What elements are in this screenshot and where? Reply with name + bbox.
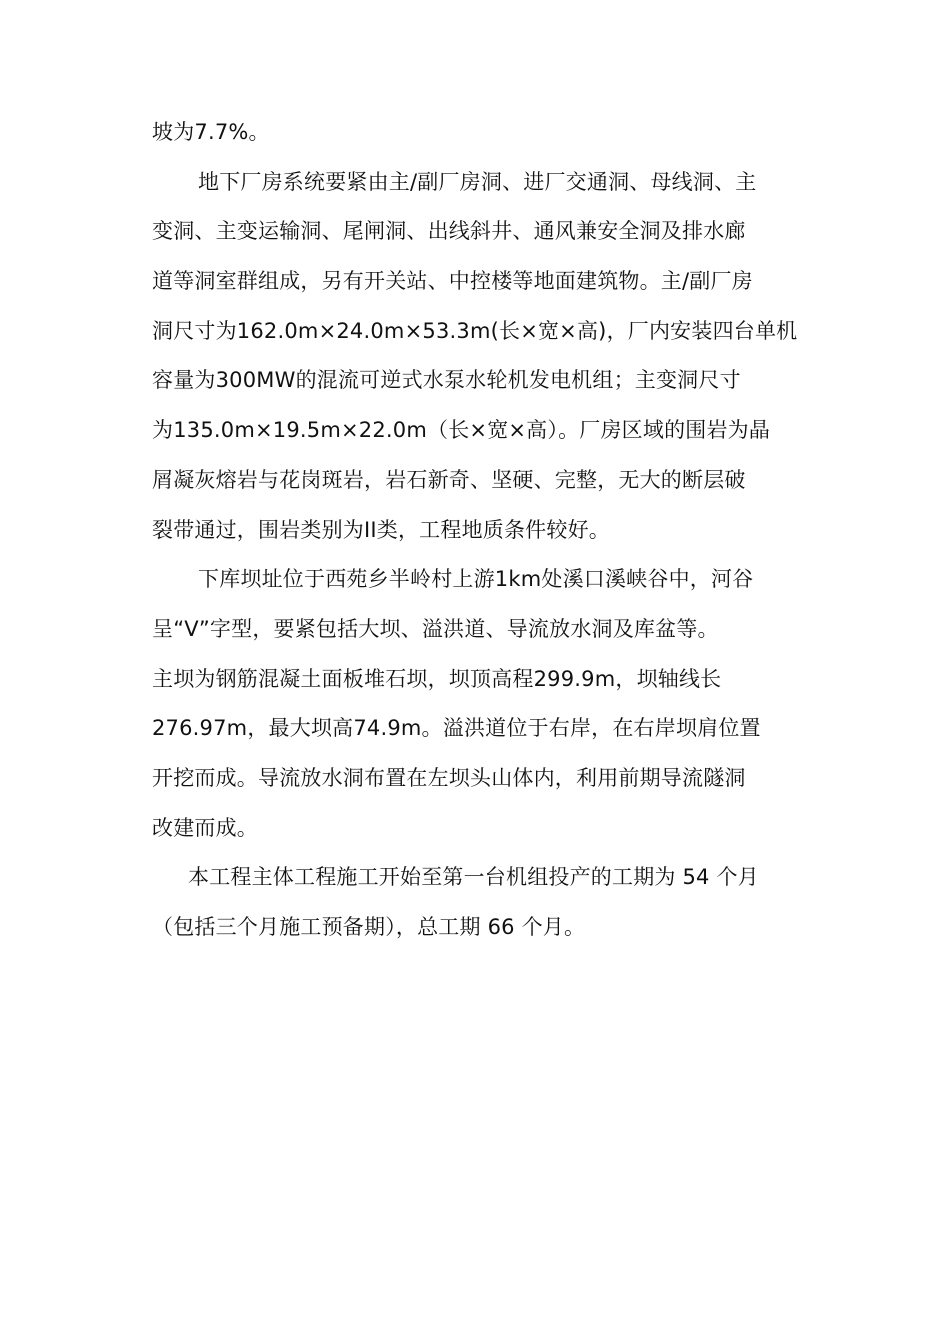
text-line: （包括三个月施工预备期），总工期 66 个月。 [152,915,586,939]
body-text [152,108,812,953]
text-line: 开挖而成。导流放水洞布置在左坝头山体内，利用前期导流隧洞 [152,765,746,790]
text-line: 屑凝灰熔岩与花岗斑岩，岩石新奇、坚硬、完整，无大的断层破 [152,467,746,492]
text-line: 道等洞室群组成，另有开关站、中控楼等地面建筑物。主/副厂房 [152,269,753,294]
text-line: 本工程主体工程施工开始至第一台机组投产的工期为 54 个月 [188,865,759,890]
text-line: 276.97m，最大坝高74.9m。溢洪道位于右岸，在右岸坝肩位置 [152,716,761,741]
text-line: 容量为300MW的混流可逆式水泵水轮机发电机组；主变洞尺寸 [152,368,741,393]
text-line: 洞尺寸为162.0m×24.0m×53.3m(长×宽×高)，厂内安装四台单机 [152,318,798,343]
text-line: 下库坝址位于西苑乡半岭村上游1km处溪口溪峡谷中，河谷 [198,567,754,592]
text-line: 呈“V”字型，要紧包括大坝、溢洪道、导流放水洞及库盆等。 [152,616,719,641]
text-line: 主坝为钢筋混凝土面板堆石坝，坝顶高程299.9m，坝轴线长 [152,666,722,691]
text-line: 变洞、主变运输洞、尾闸洞、出线斜井、通风兼安全洞及排水廊 [152,219,746,244]
text-line: 改建而成。 [152,815,258,840]
text-line: 地下厂房系统要紧由主/副厂房洞、进厂交通洞、母线洞、主 [198,169,757,194]
text-line: 为135.0m×19.5m×22.0m（长×宽×高）。厂房区域的围岩为晶 [152,418,771,443]
text-line: 坡为7.7%。 [152,120,270,144]
text-line: 裂带通过，围岩类别为II类，工程地质条件较好。 [152,517,610,542]
